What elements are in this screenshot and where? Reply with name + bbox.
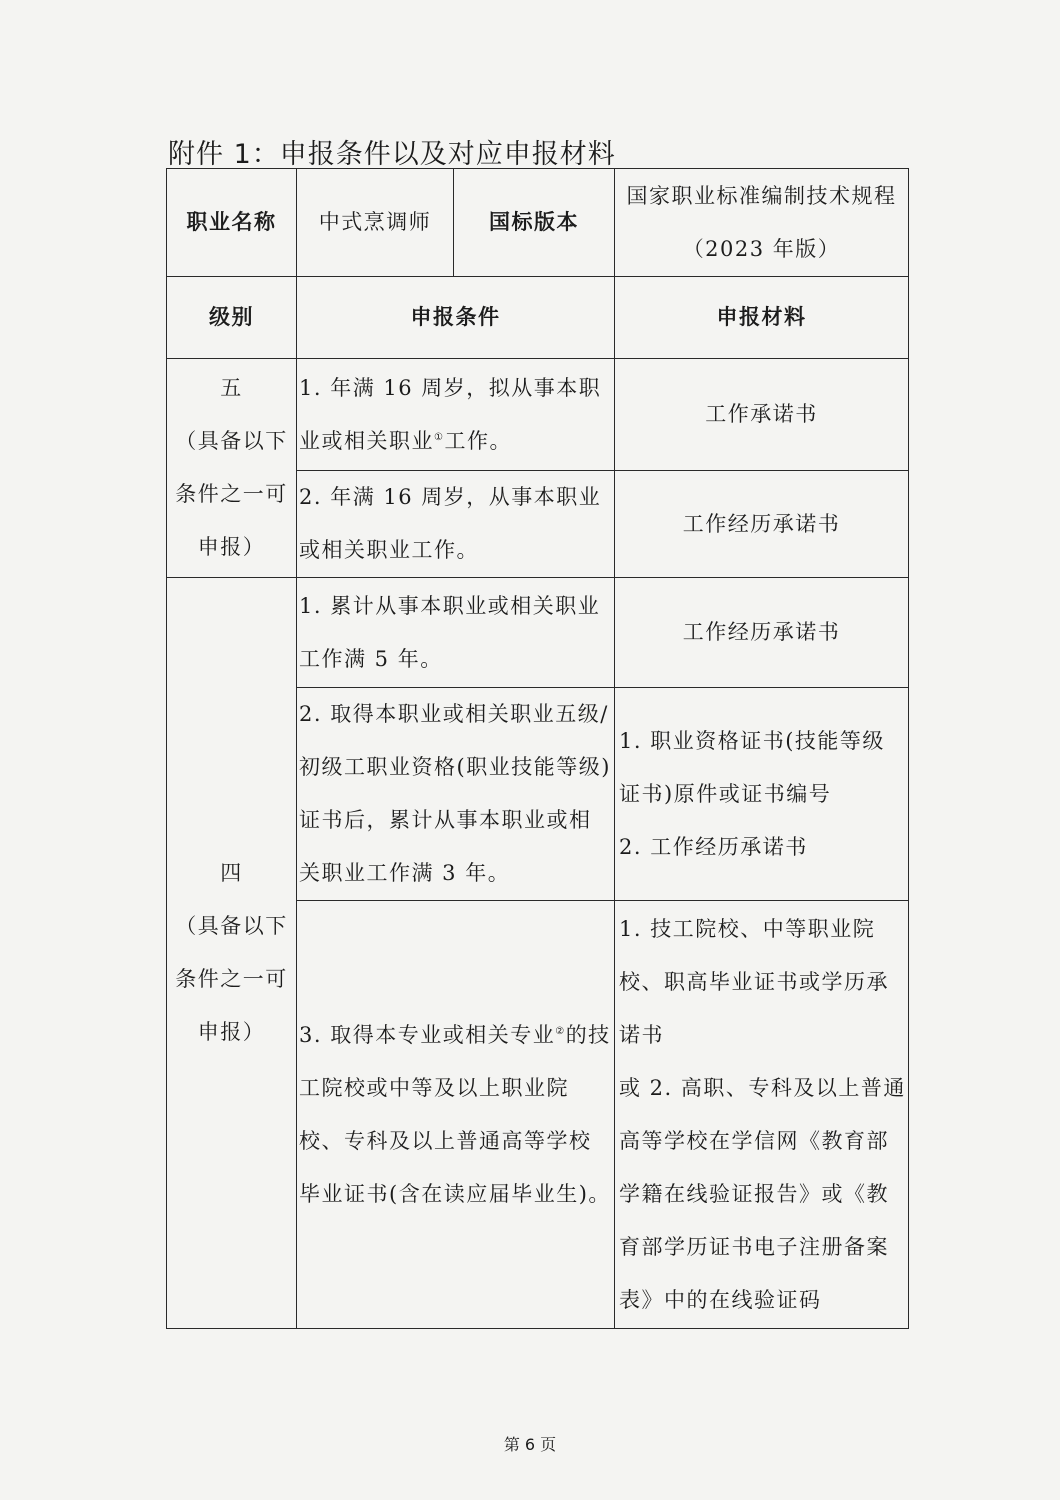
page-number: 第 6 页 — [503, 1435, 557, 1454]
column-materials: 申报材料 — [615, 277, 909, 359]
standard-label: 国标版本 — [454, 169, 615, 277]
condition-cell — [297, 901, 615, 1329]
condition-cell: 2. 取得本职业或相关职业五级/初级工职业资格(职业技能等级)证书后，累计从事本职业或相关职业工作满 3 年。 — [297, 688, 615, 901]
level-note: （具备以下条件之一可申报） — [175, 914, 288, 1044]
column-conditions: 申报条件 — [297, 277, 615, 359]
material-cell: 工作承诺书 — [615, 359, 909, 471]
standard-value: 国家职业标准编制技术规程（2023 年版） — [615, 169, 909, 277]
level-cell-4 — [167, 578, 297, 1329]
material-item: 1. 职业资格证书(技能等级证书)原件或证书编号 — [619, 728, 885, 806]
material-cell — [615, 901, 909, 1329]
condition-cell — [297, 359, 615, 471]
page-title: 附件 1：申报条件以及对应申报材料 — [168, 139, 616, 170]
footnote-mark: ② — [555, 1025, 566, 1037]
material-cell — [615, 688, 909, 901]
header-row — [167, 169, 909, 277]
level-name: 四 — [220, 861, 243, 885]
occupation-label: 职业名称 — [167, 169, 297, 277]
condition-text-end: 的技工院校或中等及以上职业院校、专科及以上普通高等学校毕业证书(含在读应届毕业生)。 — [299, 1022, 611, 1206]
column-level: 级别 — [167, 277, 297, 359]
condition-text: 3. 取得本专业或相关专业 — [299, 1022, 556, 1047]
footnote-mark: ① — [434, 431, 445, 443]
requirements-table — [166, 168, 909, 1329]
column-header-row — [167, 277, 909, 359]
condition-text-end: 工作。 — [444, 428, 512, 453]
material-cell: 工作经历承诺书 — [615, 578, 909, 688]
condition-text: 1. 年满 16 周岁，拟从事本职业或相关职业 — [299, 375, 602, 453]
material-item: 2. 工作经历承诺书 — [619, 834, 808, 859]
level-name: 五 — [220, 376, 243, 400]
table-row — [167, 359, 909, 471]
material-item: 或 2. 高职、专科及以上普通高等学校在学信网《教育部学籍在线验证报告》或《教育部学历证书电子注册备案表》中的在线验证码 — [619, 1075, 906, 1312]
level-cell-5 — [167, 359, 297, 578]
occupation-value: 中式烹调师 — [297, 169, 454, 277]
condition-cell: 1. 累计从事本职业或相关职业工作满 5 年。 — [297, 578, 615, 688]
condition-cell: 2. 年满 16 周岁，从事本职业或相关职业工作。 — [297, 471, 615, 578]
material-item: 1. 技工院校、中等职业院校、职高毕业证书或学历承诺书 — [619, 916, 889, 1047]
material-cell: 工作经历承诺书 — [615, 471, 909, 578]
level-note: （具备以下条件之一可申报） — [175, 429, 288, 559]
table-row — [167, 578, 909, 688]
